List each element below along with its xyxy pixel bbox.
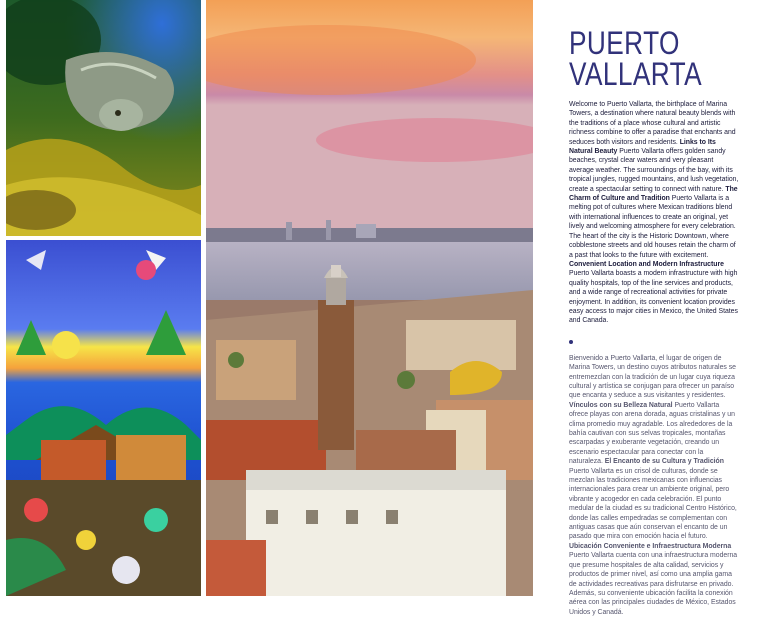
folk-art-painting	[6, 240, 201, 596]
spanish-segment: Puerto Vallarta ofrece playas con arena dorada, aguas cristalinas y un clima promedio muy agradable. Los alrededores de la bahía cautivan con sus selvas tropicales, montañas escarpadas y exuberante vegetación, creando un escenario espectacular para conectar con la naturaleza.	[569, 401, 735, 466]
spanish-heading-belleza: Vínculos con su Belleza Natural	[569, 401, 673, 409]
spanish-heading-cultura: El Encanto de su Cultura y Tradición	[604, 458, 724, 466]
spanish-segment: Puerto Vallarta es un crisol de culturas, donde se mezclan las tradiciones mexicanas con influencias internacionales para crear un ambiente original, pero vibrante y acogedor en cada celebración. El punto medular de la ciudad es su tradicional Centro Histórico, donde las calles empedradas se complementan con antiguas casas que aún conservan el encanto de un pasado que mira con emoción hacia el futuro.	[569, 467, 737, 541]
spanish-heading-ubicacion: Ubicación Conveniente e Infraestructura Moderna	[569, 542, 732, 550]
title-line-2: VALLARTA	[569, 56, 703, 92]
iguana-photo	[6, 0, 201, 236]
spanish-segment: Bienvenido a Puerto Vallarta, el lugar de origen de Marina Towers, un destino cuyos atributos naturales se entremezclan con la tradición de un lugar cuya riqueza cultural y artística se conjugan para ofrecer un paraíso que encanta y seduce a sus visitantes y residentes.	[569, 354, 736, 400]
title-line-1: PUERTO	[569, 25, 680, 61]
spanish-segment: Puerto Vallarta cuenta con una infraestructura moderna que presume hospitales de alta calidad, servicios y productos de primer nivel, así como una amplia gama de actividades recreativas para disfrutarse en privado. Además, su conveniente ubicación facilita la conexión aérea con las principales ciudades de México, Estados Unidos y Canadá.	[569, 552, 738, 616]
english-segment: Puerto Vallarta boasts a modern infrastructure with high quality hospitals, top of the line services and products, and a wide range of recreational activities for private enjoyment. In addition, its convenient location provides easy access to major cities in Mexico, the United States and Canada.	[569, 270, 738, 325]
page-title	[569, 25, 708, 92]
spanish-paragraph	[569, 354, 739, 617]
separator-dot	[569, 340, 573, 344]
text-column	[569, 25, 739, 617]
city-sunset-photo	[206, 0, 533, 596]
english-heading-location: Convenient Location and Modern Infrastructure	[569, 260, 724, 268]
english-heading-culture: The Charm of Culture and Tradition	[569, 185, 738, 203]
english-segment: Puerto Vallarta offers golden sandy beaches, crystal clear waters and very pleasant average weather. The surroundings of the bay, with its tropical jungles, rugged mountains, and lush vegetation, create a spectacular setting to connect with nature.	[569, 148, 739, 193]
english-segment: Welcome to Puerto Vallarta, the birthplace of Marina Towers, a destination where natural beauty blends with the traditions of a place whose cultural and artistic richness combine to offer a paradise that enchants and seduces both visitors and residents.	[569, 101, 736, 146]
english-paragraph	[569, 100, 739, 326]
english-heading-natural-beauty: Links to Its Natural Beauty	[569, 138, 716, 156]
english-segment: Puerto Vallarta is a melting pot of cultures where Mexican traditions blend with international influences to create an original, yet lively and welcoming atmosphere for every celebration. The heart of the city is the Historic Downtown, where cobblestone streets and old houses retain the charm of a past that looks to the future with excitement.	[569, 195, 736, 259]
